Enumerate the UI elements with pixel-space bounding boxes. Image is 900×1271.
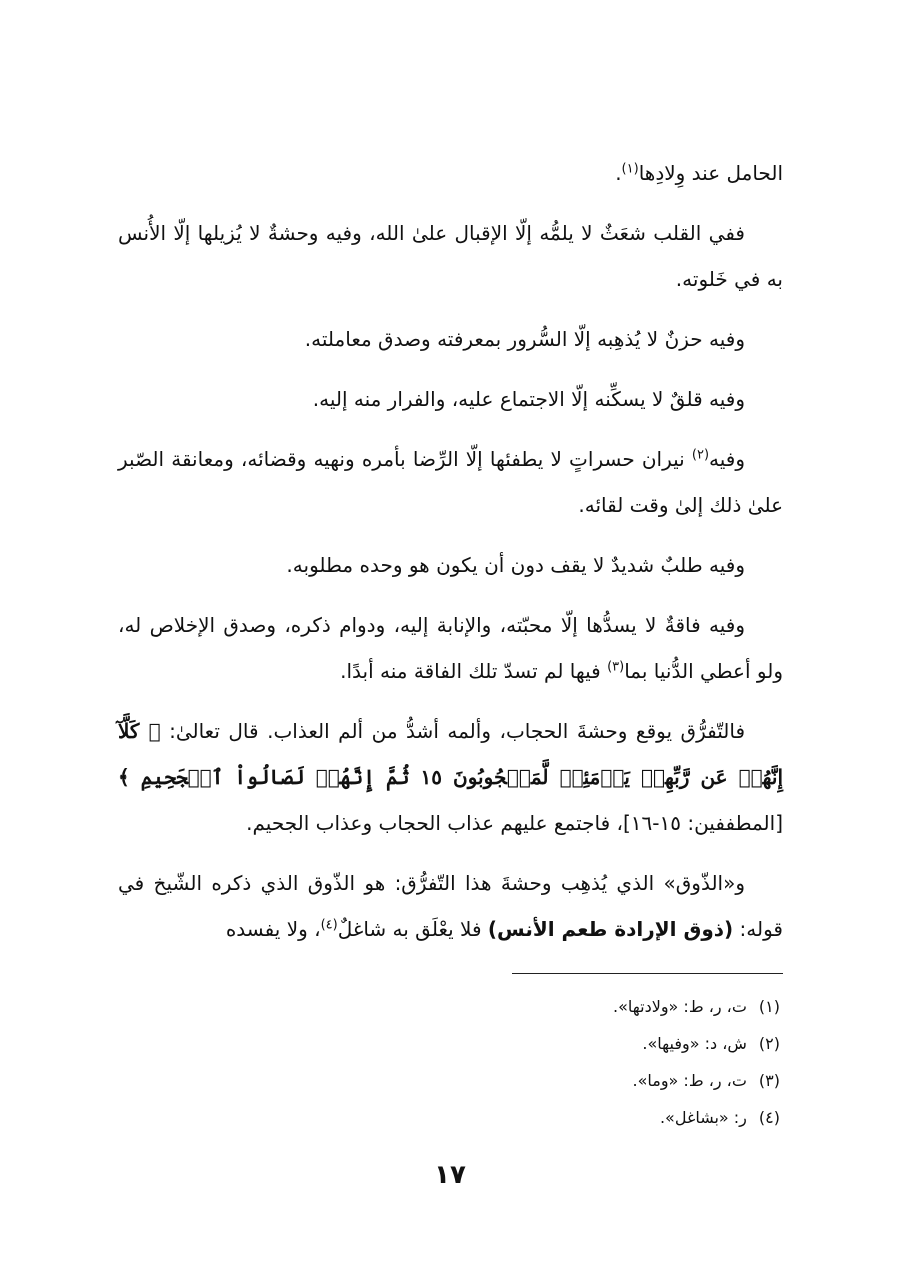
footnote-text: ش، د: «وفيها».: [642, 1034, 747, 1053]
footnote-number: (٢): [758, 1034, 780, 1053]
page-body: [118, 150, 783, 966]
paragraph-9-start: و«الذّوق» الذي يُذهِب وحشةَ هذا التّفرُّق: هو الذّوق الذي ذكره الشّيخ في قوله:: [118, 871, 783, 941]
paragraph-8: [118, 708, 783, 846]
footnote-ref-4: (٤): [320, 917, 338, 933]
paragraph-4: وفيه قلقٌ لا يسكِّنه إلّا الاجتماع عليه، والفرار منه إليه.: [312, 387, 745, 411]
paragraph-7: [118, 602, 783, 694]
page-number: ١٧: [434, 1160, 466, 1190]
paragraph-2: ففي القلب شعَثٌ لا يلمُّه إلّا الإقبال علىٰ الله، وفيه وحشةٌ لا يُزيلها إلّا الأُنس به في خَلوته.: [118, 221, 783, 291]
footnotes: [118, 988, 780, 1136]
paragraph-8-start: فالتّفرُّق يوقع وحشةَ الحجاب، وألمه أشدُّ من ألم العذاب. قال تعالىٰ:: [160, 719, 746, 743]
paragraph-3: وفيه حزنٌ لا يُذهِبه إلّا السُّرور بمعرفته وصدق معاملته.: [304, 327, 745, 351]
footnote-number: (١): [758, 997, 780, 1016]
footnote-1: [118, 988, 780, 1025]
paragraph-9: [118, 860, 783, 952]
footnote-number: (٤): [758, 1108, 780, 1127]
paragraph-5-start: وفيه: [709, 447, 745, 471]
paragraph-9-rest: ، ولا يفسده: [225, 917, 321, 941]
footnote-text: ت، ر، ط: «ولادتها».: [613, 997, 747, 1016]
paragraph-6: وفيه طلبٌ شديدٌ لا يقف دون أن يكون هو وحده مطلوبه.: [286, 553, 745, 577]
footnote-3: [118, 1062, 780, 1099]
paragraph-5-rest: نيران حسراتٍ لا يطفئها إلّا الرِّضا بأمره ونهيه وقضائه، ومعانقة الصّبر علىٰ ذلك إلىٰ وقت لقائه.: [118, 447, 783, 517]
paragraph-1-text: الحامل عند وِلادِها: [638, 161, 783, 185]
footnote-ref-3: (٣): [607, 659, 625, 675]
footnote-ref-1: (١): [621, 161, 639, 177]
paragraph-8-rest: فاجتمع عليهم عذاب الحجاب وعذاب الجحيم.: [246, 811, 617, 835]
quran-verse: ﴿ كَلَّآ إِنَّهُمۡ عَن رَّبِّهِمۡ يَوۡمَئِذٖ لَّمَحۡجُوبُونَ ١٥ ثُمَّ إِنَّهُمۡ لَصَالُواْ ٱلۡجَحِيمِ ﴾: [118, 719, 784, 789]
footnote-4: [118, 1099, 780, 1136]
footnote-text: ر: «بشاغل».: [659, 1108, 747, 1127]
footnote-text: ت، ر، ط: «وما».: [632, 1071, 747, 1090]
paragraph-1: [118, 150, 783, 196]
paragraph-7-start: وفيه فاقةٌ لا يسدُّها إلّا محبّته، والإنابة إليه، ودوام ذكره، وصدق الإخلاص له، ولو أعطي الدُّنيا بما: [118, 613, 783, 683]
paragraph-5: [118, 436, 783, 528]
quran-citation: [المطففين: ١٥-١٦]،: [616, 811, 783, 835]
footnote-number: (٣): [758, 1071, 780, 1090]
footnote-divider: [512, 973, 783, 974]
quoted-phrase: (ذوق الإرادة طعم الأنس): [487, 917, 734, 941]
footnote-2: [118, 1025, 780, 1062]
paragraph-7-rest: فيها لم تسدّ تلك الفاقة منه أبدًا.: [340, 659, 608, 683]
paragraph-9-mid: فلا يعْلَق به شاغلٌ: [337, 917, 488, 941]
footnote-ref-2: (٢): [691, 447, 710, 463]
paragraph-1-end: .: [615, 161, 622, 185]
